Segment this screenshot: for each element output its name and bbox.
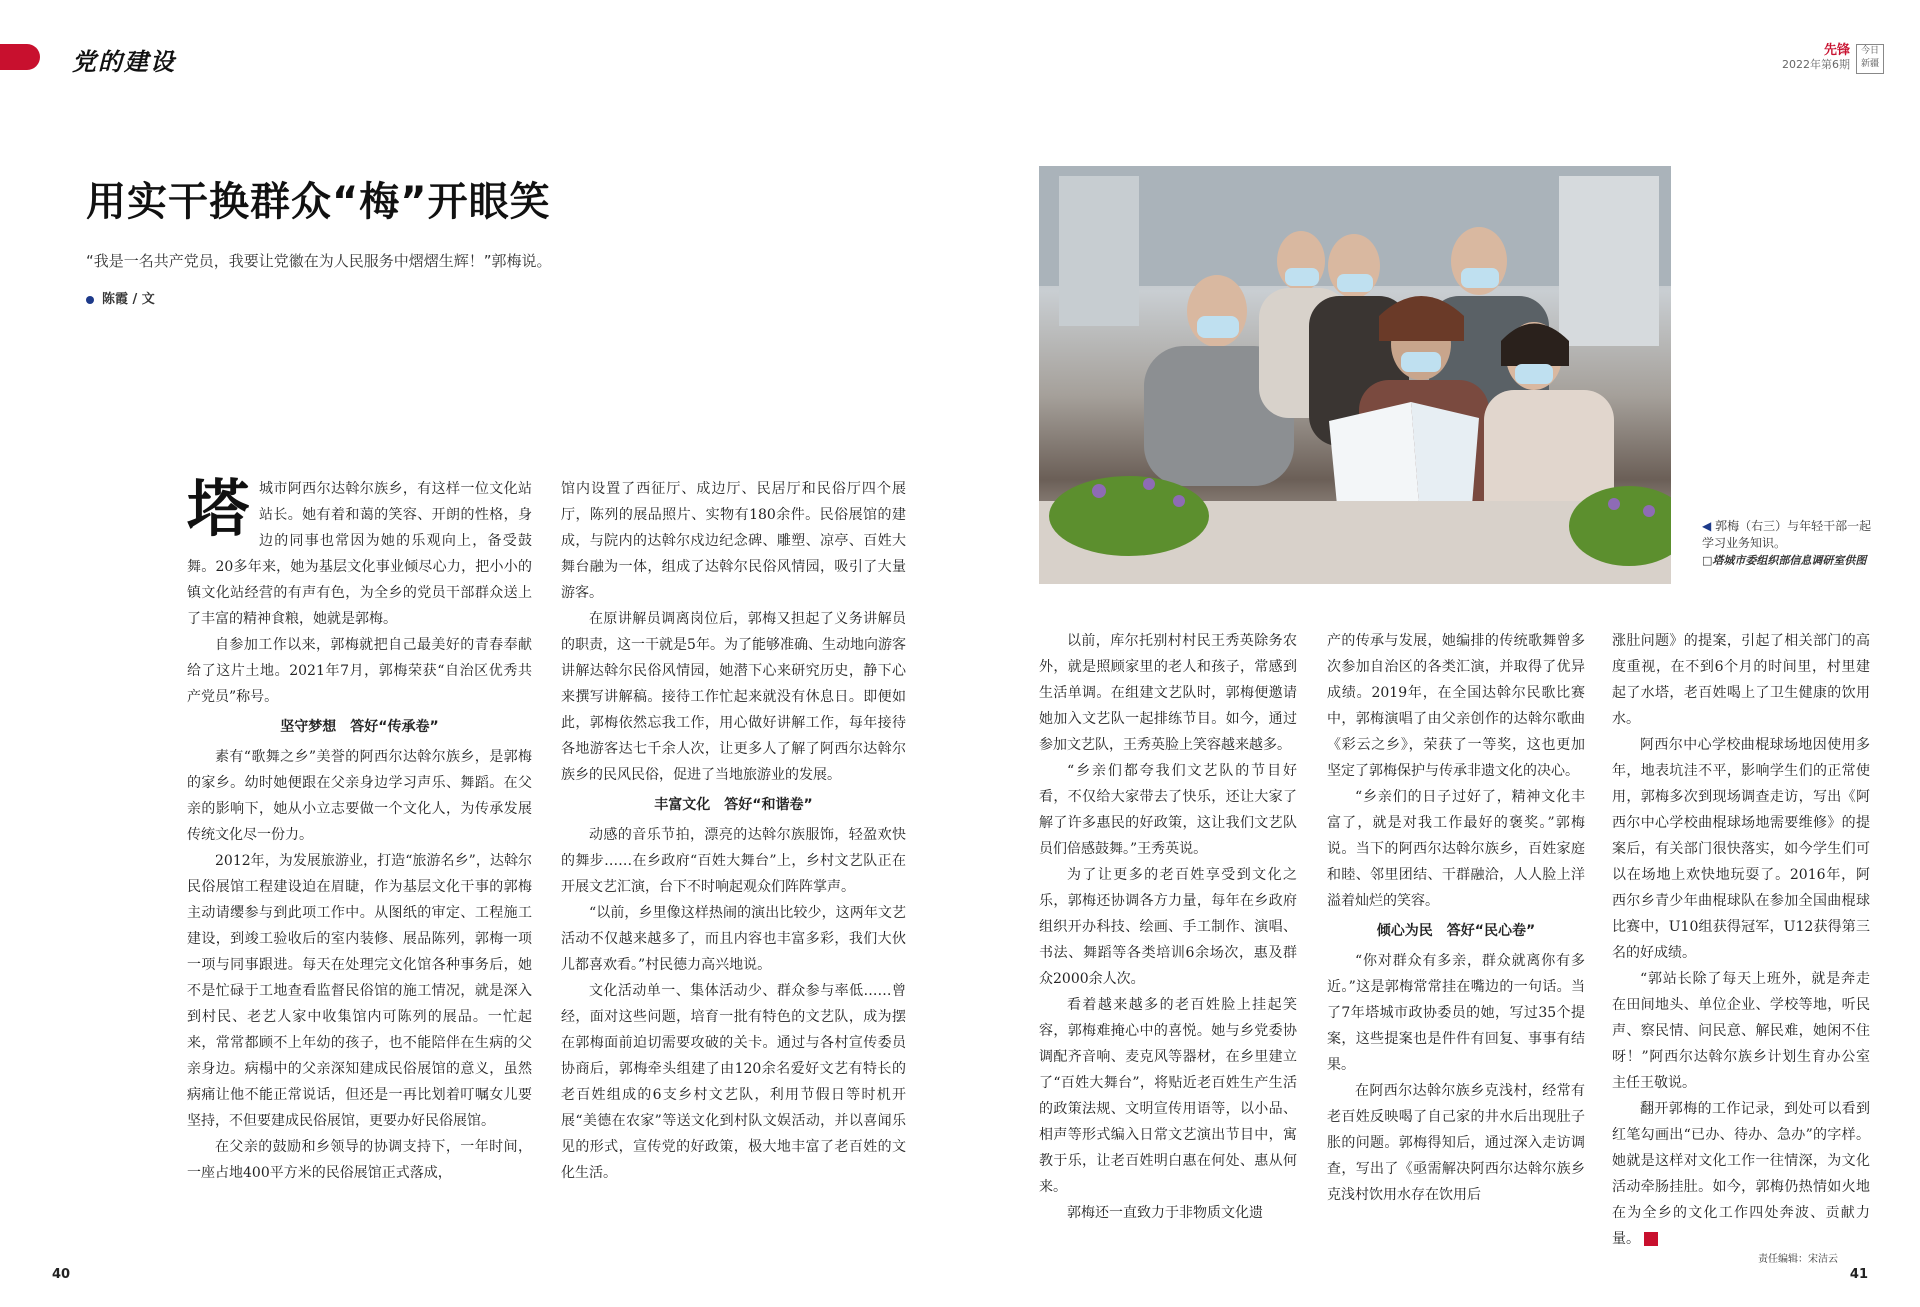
paragraph: 文化活动单一、集体活动少、群众参与率低……曾经，面对这些问题，培育一批有特色的文艺队，成为摆在郭梅面前迫切需要攻破的关卡。通过与各村宣传委员协商后，郭梅牵头组建了由120余名爱好文艺有特长的老百姓组成的6支乡村文艺队，利用节假日等时机开展“美德在农家”等送文化到村队文娱活动，并以喜闻乐见的形式，宣传党的好政策，极大地丰富了老百姓的文化生活。 bbox=[561, 983, 906, 1181]
subheading: 丰富文化 答好“和谐卷” bbox=[654, 797, 813, 813]
paragraph: “以前，乡里像这样热闹的演出比较少，这两年文艺活动不仅越来越多了，而且内容也丰富多彩，我们大伙儿都喜欢看。”村民德力高兴地说。 bbox=[561, 905, 906, 973]
paragraph: 以前，库尔托别村村民王秀英除务农外，就是照顾家里的老人和孩子，常感到生活单调。在组建文艺队时，郭梅便邀请她加入文艺队一起排练节目。如今，通过参加文艺队，王秀英脸上笑容越来越多。 bbox=[1039, 633, 1297, 753]
section-title: 党的建设 bbox=[72, 47, 176, 76]
byline-dot-icon bbox=[86, 296, 94, 304]
text-column-1 bbox=[187, 472, 532, 1186]
paragraph-text: 翻开郭梅的工作记录，到处可以看到红笔勾画出“已办、待办、急办”的字样。她就是这样对文化工作一往情深，为文化活动牵肠挂肚。如今，郭梅仍热情如火地在为全乡的文化工作四处奔波、贡献力量。 bbox=[1612, 1101, 1870, 1247]
photo-credit: □塔城市委组织部信息调研室供图 bbox=[1702, 554, 1867, 567]
subheading: 坚守梦想 答好“传承卷” bbox=[280, 719, 439, 735]
paragraph: 涨肚问题》的提案，引起了相关部门的高度重视，在不到6个月的时间里，村里建起了水塔，老百姓喝上了卫生健康的饮用水。 bbox=[1612, 633, 1870, 727]
paragraph: 阿西尔中心学校曲棍球场地因使用多年，地表坑洼不平，影响学生们的正常使用，郭梅多次到现场调查走访，写出《阿西尔中心学校曲棍球场地需要维修》的提案后，有关部门很快落实，如今学生们可以在场地上欢快地玩耍了。2016年，阿西尔乡青少年曲棍球队在参加全国曲棍球比赛中，U10组获得冠军，U12获得第三名的好成绩。 bbox=[1612, 737, 1870, 961]
paragraph: “郭站长除了每天上班外，就是奔走在田间地头、单位企业、学校等地，听民声、察民情、问民意、解民难，她闲不住呀！”阿西尔达斡尔族乡计划生育办公室主任王敬说。 bbox=[1612, 971, 1870, 1091]
article-title: 用实干换群众“梅”开眼笑 bbox=[86, 179, 551, 225]
caption-text: 郭梅（右三）与年轻干部一起学习业务知识。 bbox=[1702, 519, 1872, 550]
brand-name: 先锋 bbox=[1823, 43, 1850, 58]
photo-illustration bbox=[1039, 166, 1671, 584]
section-tab-marker bbox=[0, 44, 40, 70]
paragraph: 郭梅还一直致力于非物质文化遗 bbox=[1067, 1205, 1263, 1221]
text-column-3 bbox=[1039, 628, 1297, 1226]
paragraph: 馆内设置了西征厅、成边厅、民居厅和民俗厅四个展厅，陈列的展品照片、实物有180余件。民俗展馆的建成，与院内的达斡尔戍边纪念碑、雕塑、凉亭、百姓大舞台融为一体，组成了达斡尔民俗风情园，吸引了大量游客。 bbox=[561, 481, 906, 601]
paragraph: 素有“歌舞之乡”美誉的阿西尔达斡尔族乡，是郭梅的家乡。幼时她便跟在父亲身边学习声乐、舞蹈。在父亲的影响下，她从小立志要做一个文化人，为传承发展传统文化尽一份力。 bbox=[187, 749, 532, 843]
byline bbox=[86, 288, 155, 307]
paragraph: 在原讲解员调离岗位后，郭梅又担起了义务讲解员的职责，这一干就是5年。为了能够准确、生动地向游客讲解达斡尔民俗风情园，她潜下心来研究历史，静下心来撰写讲解稿。接待工作忙起来就没有休息日。即便如此，郭梅依然忘我工作，用心做好讲解工作，每年接待各地游客达七千余人次，让更多人了解了阿西尔达斡尔族乡的民风民俗，促进了当地旅游业的发展。 bbox=[561, 611, 906, 783]
magazine-brand bbox=[1782, 44, 1850, 71]
paragraph: 产的传承与发展，她编排的传统歌舞曾多次参加自治区的各类汇演，并取得了优异成绩。2019年，在全国达斡尔民歌比赛中，郭梅演唱了由父亲创作的达斡尔歌曲《彩云之乡》，荣获了一等奖，这也更加坚定了郭梅保护与传承非遗文化的决心。 bbox=[1327, 633, 1585, 779]
paragraph: 在父亲的鼓励和乡领导的协调支持下，一年时间，一座占地400平方米的民俗展馆正式落成， bbox=[187, 1139, 532, 1181]
text-column-2 bbox=[561, 476, 906, 1186]
subheading: 倾心为民 答好“民心卷” bbox=[1376, 923, 1536, 939]
paragraph: 自参加工作以来，郭梅就把自己最美好的青春奉献给了这片土地。2021年7月，郭梅荣获“自治区优秀共产党员”称号。 bbox=[187, 637, 532, 705]
paragraph bbox=[1612, 1096, 1870, 1252]
editor-credit: 责任编辑：宋洁云 bbox=[1758, 1254, 1838, 1265]
paragraph: 动感的音乐节拍，漂亮的达斡尔族服饰，轻盈欢快的舞步……在乡政府“百姓大舞台”上，乡村文艺队正在开展文艺汇演，台下不时响起观众们阵阵掌声。 bbox=[561, 827, 906, 895]
photo-caption bbox=[1702, 518, 1882, 569]
page-number-left: 40 bbox=[52, 1267, 71, 1282]
dropcap: 塔 bbox=[187, 472, 250, 545]
caption-triangle-icon: ◀ bbox=[1702, 519, 1712, 533]
paragraph: “乡亲们都夸我们文艺队的节目好看，不仅给大家带去了快乐，还让大家了解了许多惠民的好政策，这让我们文艺队员们倍感鼓舞。”王秀英说。 bbox=[1039, 763, 1297, 857]
paragraph: 2012年，为发展旅游业，打造“旅游名乡”，达斡尔民俗展馆工程建设迫在眉睫，作为基层文化干事的郭梅主动请缨参与到此项工作中。从图纸的审定、工程施工建设，到竣工验收后的室内装修、展品陈列，郭梅一项一项与同事跟进。每天在处理完文化馆各种事务后，她不是忙碌于工地查看监督民俗馆的施工情况，就是深入到村民、老艺人家中收集馆内可陈列的展品。一忙起来，常常都顾不上年幼的孩子，也不能陪伴在生病的父亲身边。病榻中的父亲深知建成民俗展馆的意义，虽然病痛让他不能正常说话，但还是一再比划着叮嘱女儿要坚持，不但要建成民俗展馆，更要办好民俗展馆。 bbox=[187, 853, 532, 1129]
brand-box: 今日新疆 bbox=[1856, 44, 1884, 74]
paragraph: “你对群众有多亲，群众就离你有多近。”这是郭梅常常挂在嘴边的一句话。当了7年塔城市政协委员的她，写过35个提案，这些提案也是件件有回复、事事有结果。 bbox=[1327, 953, 1585, 1073]
article-photo bbox=[1039, 166, 1671, 584]
text-column-5 bbox=[1612, 628, 1870, 1252]
issue-label: 2022年第6期 bbox=[1782, 58, 1850, 71]
byline-text: 陈霞 / 文 bbox=[102, 292, 155, 307]
end-mark-icon bbox=[1644, 1232, 1658, 1246]
page-number-right: 41 bbox=[1849, 1267, 1868, 1282]
paragraph: 看着越来越多的老百姓脸上挂起笑容，郭梅难掩心中的喜悦。她与乡党委协调配齐音响、麦克风等器材，在乡里建立了“百姓大舞台”，将贴近老百姓生产生活的政策法规、文明宣传用语等，以小品、相声等形式编入日常文艺演出节目中，寓教于乐，让老百姓明白惠在何处、惠从何来。 bbox=[1039, 997, 1297, 1195]
paragraph bbox=[187, 472, 532, 632]
paragraph: 在阿西尔达斡尔族乡克浅村，经常有老百姓反映喝了自己家的井水后出现肚子胀的问题。郭梅得知后，通过深入走访调查，写出了《亟需解决阿西尔达斡尔族乡克浅村饮用水存在饮用后 bbox=[1327, 1083, 1585, 1203]
text-column-4 bbox=[1327, 628, 1585, 1208]
paragraph: 为了让更多的老百姓享受到文化之乐，郭梅还协调各方力量，每年在乡政府组织开办科技、绘画、手工制作、演唱、书法、舞蹈等各类培训6余场次，惠及群众2000余人次。 bbox=[1039, 867, 1297, 987]
article-lead: “我是一名共产党员，我要让党徽在为人民服务中熠熠生辉！”郭梅说。 bbox=[86, 252, 552, 270]
paragraph-text: 城市阿西尔达斡尔族乡，有这样一位文化站站长。她有着和蔼的笑容、开朗的性格，身边的同事也常因为她的乐观向上，备受鼓舞。20多年来，她为基层文化事业倾尽心力，把小小的镇文化站经营的有声有色，为全乡的党员干部群众送上了丰富的精神食粮，她就是郭梅。 bbox=[187, 481, 532, 627]
paragraph: “乡亲们的日子过好了，精神文化丰富了，就是对我工作最好的褒奖。”郭梅说。当下的阿西尔达斡尔族乡，百姓家庭和睦、邻里团结、干群融洽，人人脸上洋溢着灿烂的笑容。 bbox=[1327, 789, 1585, 909]
